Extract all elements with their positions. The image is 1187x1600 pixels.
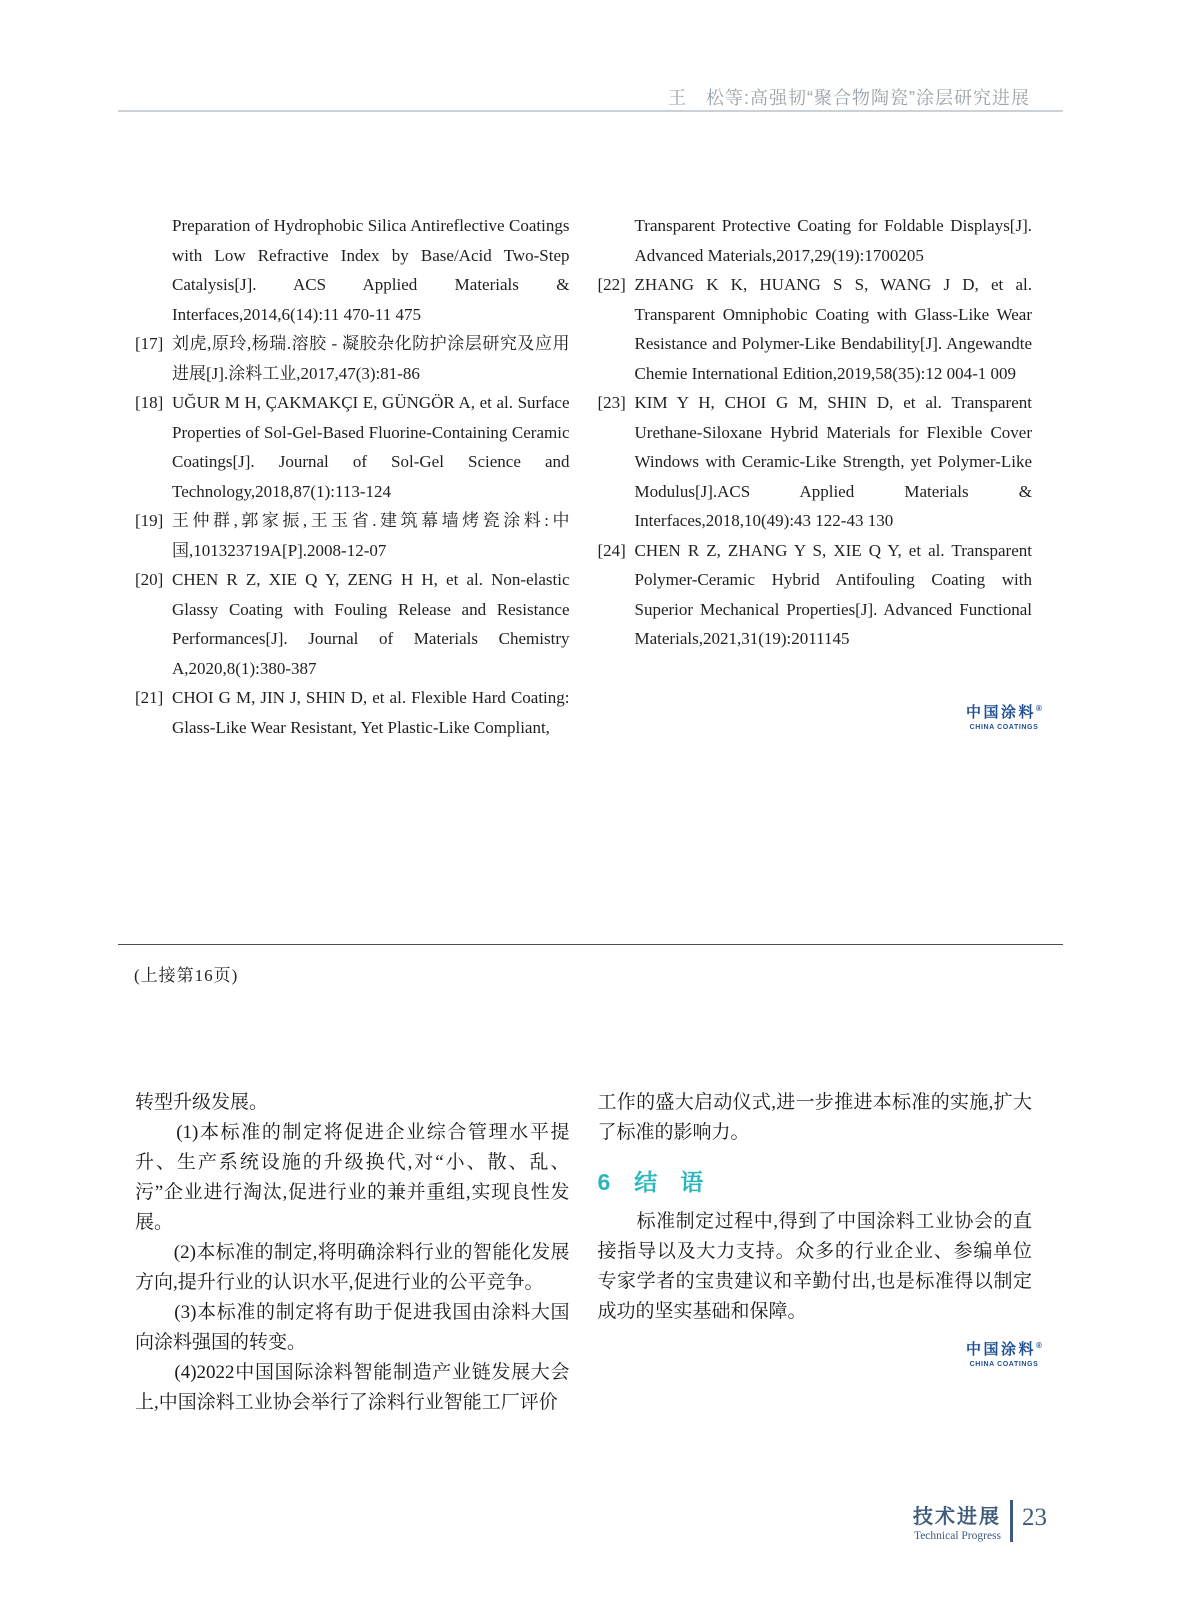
china-coatings-logo xyxy=(956,1338,1052,1368)
reference-number: [24] xyxy=(597,540,626,560)
body-right-intro xyxy=(598,1088,1033,1148)
continued-from-note: (上接第16页) xyxy=(134,966,239,985)
reference-text: Preparation of Hydrophobic Silica Antireflective Coatings with Low Refractive Index by Base/Acid Two-Step Catalysis[J]. ACS Applied Materials & Interfaces,2014,6(14):11 470-11 475 xyxy=(172,216,570,324)
section-number: 6 xyxy=(597,1169,611,1195)
body-paragraph: (1)本标准的制定将促进企业综合管理水平提升、生产系统设施的升级换代,对“小、散、乱、污”企业进行淘汰,促进行业的兼并重组,实现良性发展。 xyxy=(135,1122,570,1233)
reference-text: KIM Y H, CHOI G M, SHIN D, et al. Transparent Urethane-Siloxane Hybrid Materials for Flexible Cover Windows with Ceramic-Like Strength, yet Polymer-Like Modulus[J].ACS Applied Materials & Interfaces,2018,10(49):43 122-43 130 xyxy=(634,393,1032,530)
body-paragraph: (3)本标准的制定将有助于促进我国由涂料大国向涂料强国的转变。 xyxy=(135,1302,570,1353)
logo-english-text: CHINA COATINGS xyxy=(969,1361,1039,1368)
conclusion-section-heading xyxy=(598,1164,1033,1197)
reference-item xyxy=(598,211,1033,270)
reference-item xyxy=(135,683,570,742)
body-paragraph: (4)2022中国国际涂料智能制造产业链发展大会上,中国涂料工业协会举行了涂料行业智能工厂评价 xyxy=(135,1362,570,1413)
reference-text: Transparent Protective Coating for Foldable Displays[J]. Advanced Materials,2017,29(19):1700205 xyxy=(634,216,1032,265)
reference-number: [19] xyxy=(135,511,164,530)
body-paragraph: 标准制定过程中,得到了中国涂料工业协会的直接指导以及大力支持。众多的行业企业、参编单位专家学者的宝贵建议和辛勤付出,也是标准得以制定成功的坚实基础和保障。 xyxy=(597,1211,1032,1322)
logo-chinese-text: 中国涂料® xyxy=(966,704,1042,721)
reference-text: 王仲群,郭家振,王玉省.建筑幕墙烤瓷涂料:中国,101323719A[P].2008-12-07 xyxy=(172,511,570,560)
reference-item xyxy=(598,270,1033,388)
body-left-column xyxy=(135,1088,570,1418)
section-title: 结 语 xyxy=(634,1169,704,1195)
running-header-title: 王 松等:高强韧“聚合物陶瓷”涂层研究进展 xyxy=(668,88,1030,108)
reference-text: UĞUR M H, ÇAKMAKÇI E, GÜNGÖR A, et al. Surface Properties of Sol-Gel-Based Fluorine-Containing Ceramic Coatings[J]. Journal of Sol-Gel Science and Technology,2018,87(1):113-124 xyxy=(172,393,570,501)
body-right-conclusion xyxy=(598,1207,1033,1327)
registered-mark: ® xyxy=(1036,704,1042,713)
reference-number: [18] xyxy=(135,393,164,412)
section-divider-line xyxy=(118,944,1063,945)
header-divider-line xyxy=(118,110,1063,112)
page-footer xyxy=(913,1500,1047,1542)
footer-section-name xyxy=(913,1500,1001,1542)
references-right-column xyxy=(598,211,1033,742)
reference-number: [20] xyxy=(135,570,164,589)
reference-item xyxy=(135,506,570,565)
reference-item xyxy=(135,211,570,329)
reference-text: ZHANG K K, HUANG S S, WANG J D, et al. Transparent Omniphobic Coating with Glass-Like Wear Resistance and Polymer-Like Bendability[J]. Angewandte Chemie International Edition,2019,58(35):12 004-1 009 xyxy=(634,275,1032,383)
reference-item xyxy=(135,388,570,506)
reference-item xyxy=(135,329,570,388)
body-paragraph: 工作的盛大启动仪式,进一步推进本标准的实施,扩大了标准的影响力。 xyxy=(597,1092,1032,1143)
reference-number: [22] xyxy=(597,275,626,294)
reference-text: CHOI G M, JIN J, SHIN D, et al. Flexible Hard Coating: Glass-Like Wear Resistant, Yet Plastic-Like Compliant, xyxy=(172,688,570,737)
body-paragraph: (2)本标准的制定,将明确涂料行业的智能化发展方向,提升行业的认识水平,促进行业的公平竞争。 xyxy=(135,1242,570,1293)
reference-item xyxy=(135,565,570,683)
article-body-section xyxy=(135,1088,1032,1418)
reference-text: CHEN R Z, ZHANG Y S, XIE Q Y, et al. Transparent Polymer-Ceramic Hybrid Antifouling Coating with Superior Mechanical Properties[J]. Advanced Functional Materials,2021,31(19):2011145 xyxy=(634,540,1032,648)
reference-number: [17] xyxy=(135,334,164,353)
reference-number: [21] xyxy=(135,688,164,707)
logo-chinese-text: 中国涂料® xyxy=(966,1341,1042,1358)
footer-section-chinese: 技术进展 xyxy=(913,1506,1001,1528)
page-number: 23 xyxy=(1022,1504,1047,1531)
body-right-column xyxy=(598,1088,1033,1418)
reference-number: [23] xyxy=(597,393,626,412)
logo-english-text: CHINA COATINGS xyxy=(969,724,1039,731)
reference-item xyxy=(598,388,1033,536)
body-paragraph: 转型升级发展。 xyxy=(135,1092,269,1113)
references-section xyxy=(135,211,1032,742)
reference-text: CHEN R Z, XIE Q Y, ZENG H H, et al. Non-elastic Glassy Coating with Fouling Release and Resistance Performances[J]. Journal of Materials Chemistry A,2020,8(1):380-387 xyxy=(172,570,570,678)
china-coatings-logo xyxy=(956,701,1052,731)
references-left-column xyxy=(135,211,570,742)
footer-divider-bar xyxy=(1010,1500,1013,1542)
reference-text: 刘虎,原玲,杨瑞.溶胶 - 凝胶杂化防护涂层研究及应用进展[J].涂料工业,2017,47(3):81-86 xyxy=(172,334,570,383)
registered-mark: ® xyxy=(1036,1341,1042,1350)
footer-section-english: Technical Progress xyxy=(913,1530,1001,1542)
reference-item xyxy=(598,536,1033,654)
